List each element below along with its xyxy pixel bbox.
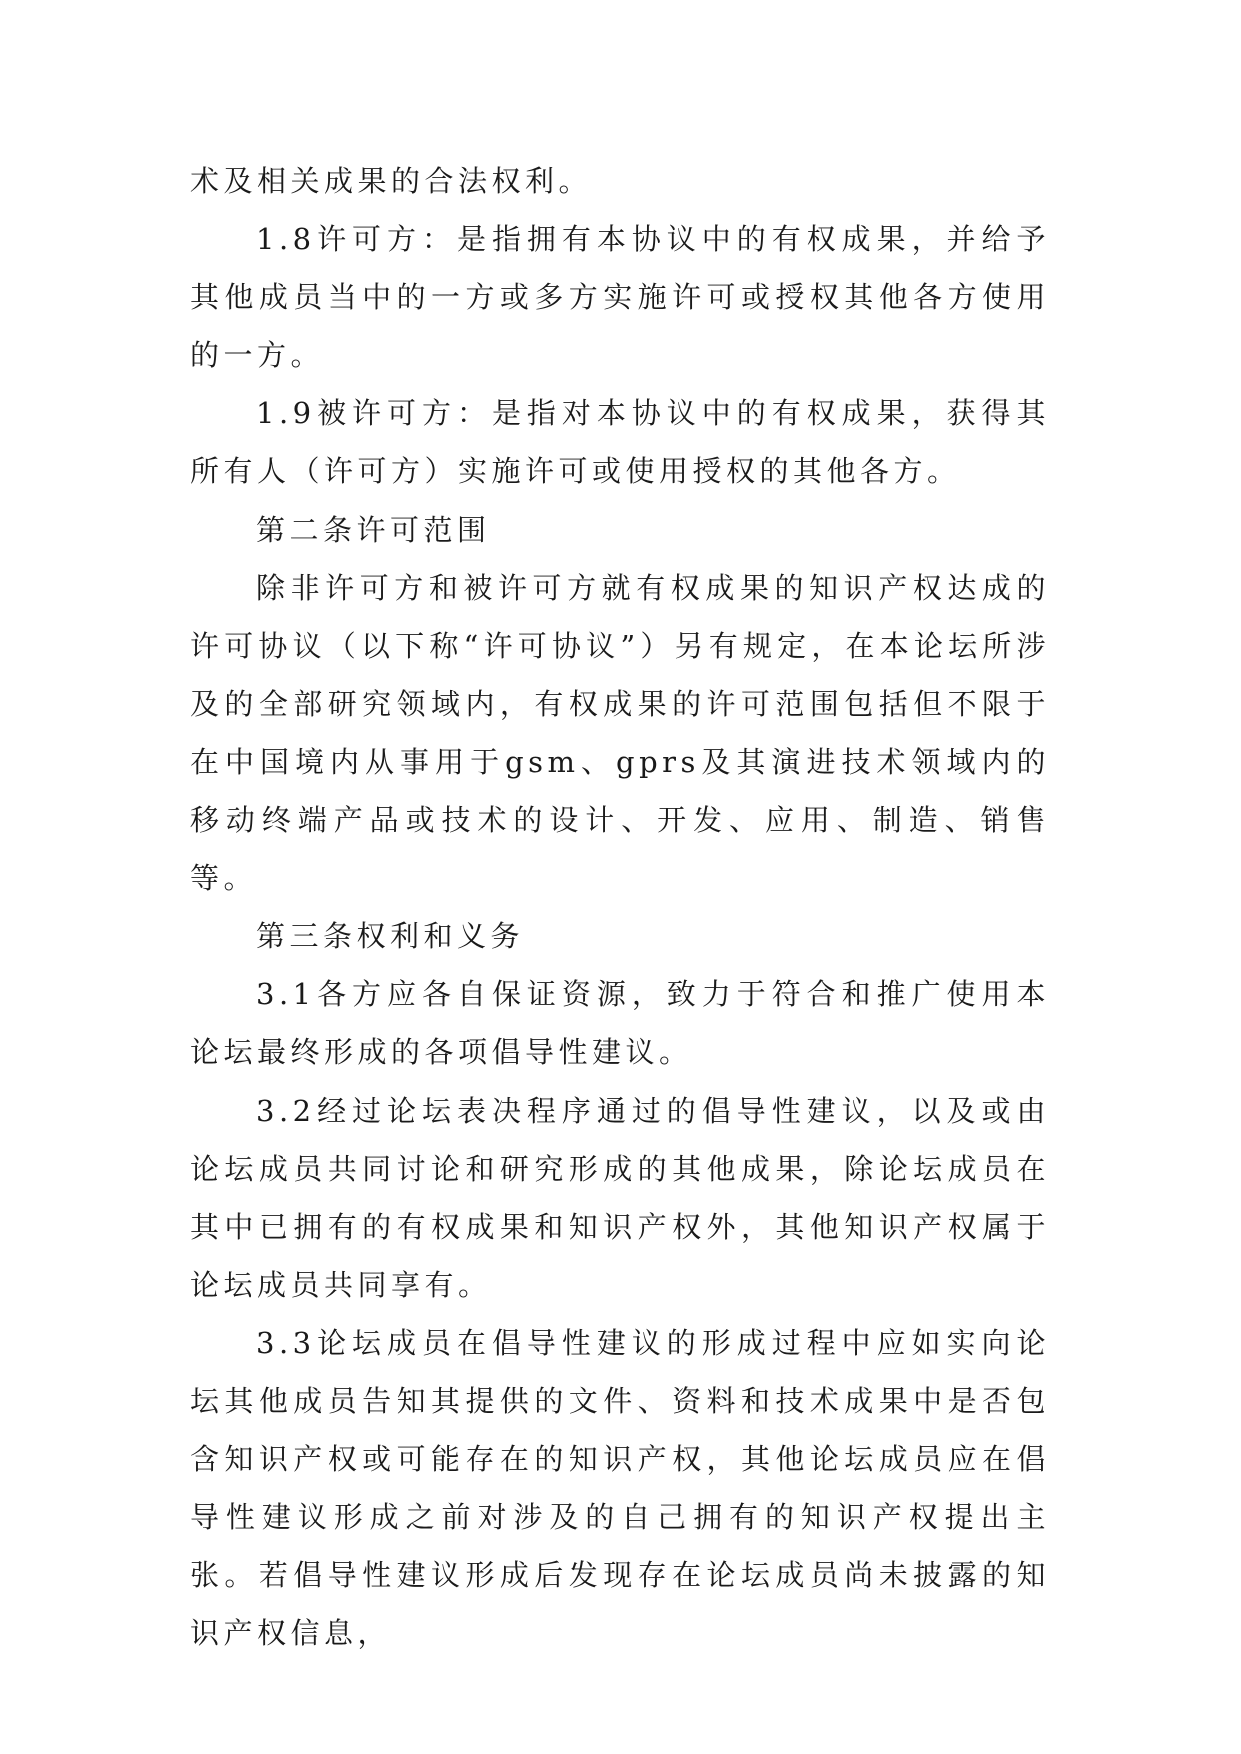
article-2-heading: 第二条许可范围 <box>256 512 491 547</box>
clause-1-8: 1.8许可方：是指拥有本协议中的有权成果，并给予其他成员当中的一方或多方实施许可或授权其他各方使用的一方。 <box>190 222 1050 373</box>
article-3-heading: 第三条权利和义务 <box>256 919 525 954</box>
article-2-body: 除非许可方和被许可方就有权成果的知识产权达成的许可协议（以下称“许可协议”）另有规定，在本论坛所涉及的全部研究领域内，有权成果的许可范围包括但不限于在中国境内从事用于gsm、gprs及其演进技术领域内的移动终端产品或技术的设计、开发、应用、制造、销售等。 <box>190 570 1050 896</box>
paragraph-1: 术及相关成果的合法权利。 <box>190 164 593 198</box>
clause-3-2: 3.2经过论坛表决程序通过的倡导性建议，以及或由论坛成员共同讨论和研究形成的其他成果，除论坛成员在其中已拥有的有权成果和知识产权外，其他知识产权属于论坛成员共同享有。 <box>190 1093 1050 1302</box>
clause-3-3: 3.3论坛成员在倡导性建议的形成过程中应如实向论坛其他成员告知其提供的文件、资料和技术成果中是否包含知识产权或可能存在的知识产权，其他论坛成员应在倡导性建议形成之前对涉及的自己拥有的知识产权提出主张。若倡导性建议形成后发现存在论坛成员尚未披露的知识产权信息， <box>190 1325 1050 1651</box>
clause-1-9: 1.9被许可方：是指对本协议中的有权成果，获得其所有人（许可方）实施许可或使用授权的其他各方。 <box>190 396 1050 489</box>
document-body <box>190 152 1050 1662</box>
clause-3-1: 3.1各方应各自保证资源，致力于符合和推广使用本论坛最终形成的各项倡导性建议。 <box>190 977 1050 1070</box>
